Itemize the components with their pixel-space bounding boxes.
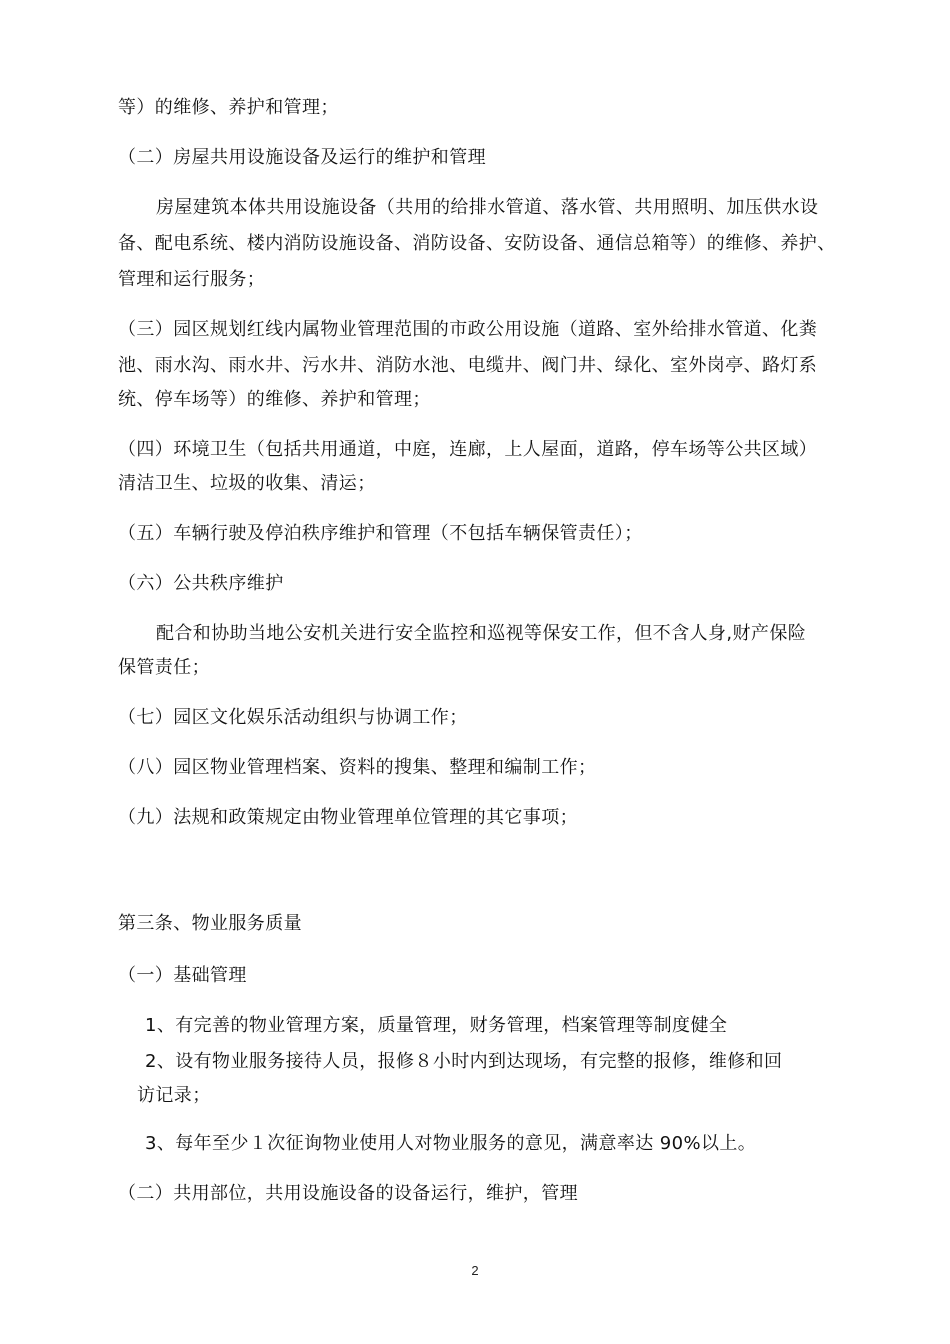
text-line-21: 2、设有物业服务接待人员，报修８小时内到达现场，有完整的报修，维修和回: [145, 1051, 783, 1072]
text-line-8: 统、停车场等）的维修、养护和管理；: [118, 389, 431, 410]
text-line-5: 管理和运行服务；: [118, 269, 266, 290]
text-line-2: （二）房屋共用设施设备及运行的维护和管理: [118, 147, 486, 168]
text-line-6: （三）园区规划红线内属物业管理范围的市政公用设施（道路、室外给排水管道、化粪: [118, 319, 818, 340]
page-number: 2: [471, 1263, 479, 1278]
text-line-14: 保管责任；: [118, 657, 210, 678]
text-line-17: （九）法规和政策规定由物业管理单位管理的其它事项；: [118, 807, 578, 828]
text-line-23: 3、每年至少１次征询物业使用人对物业服务的意见，满意率达 90%以上。: [145, 1133, 757, 1154]
text-line-4: 备、配电系统、楼内消防设施设备、消防设备、安防设备、通信总箱等）的维修、养护、: [118, 233, 836, 254]
text-line-16: （八）园区物业管理档案、资料的搜集、整理和编制工作；: [118, 757, 597, 778]
text-line-11: （五）车辆行驶及停泊秩序维护和管理（不包括车辆保管责任）；: [118, 523, 643, 544]
text-line-15: （七）园区文化娱乐活动组织与协调工作；: [118, 707, 468, 728]
text-line-10: 清洁卫生、垃圾的收集、清运；: [118, 473, 376, 494]
text-line-3: 房屋建筑本体共用设施设备（共用的给排水管道、落水管、共用照明、加压供水设: [156, 197, 819, 218]
text-line-19: （一）基础管理: [118, 965, 247, 986]
text-line-13: 配合和协助当地公安机关进行安全监控和巡视等保安工作，但不含人身,财产保险: [156, 623, 807, 644]
text-line-20: 1、有完善的物业管理方案，质量管理，财务管理，档案管理等制度健全: [145, 1015, 728, 1036]
text-line-9: （四）环境卫生（包括共用通道，中庭，连廊，上人屋面，道路，停车场等公共区域）: [118, 439, 818, 460]
text-line-12: （六）公共秩序维护: [118, 573, 284, 594]
text-line-24: （二）共用部位，共用设施设备的设备运行，维护，管理: [118, 1183, 578, 1204]
text-line-7: 池、雨水沟、雨水井、污水井、消防水池、电缆井、阀门井、绿化、室外岗亭、路灯系: [118, 355, 818, 376]
section-heading: 第三条、物业服务质量: [118, 913, 302, 934]
text-line-22: 访记录；: [137, 1085, 211, 1106]
text-line-1: 等）的维修、养护和管理；: [118, 97, 339, 118]
